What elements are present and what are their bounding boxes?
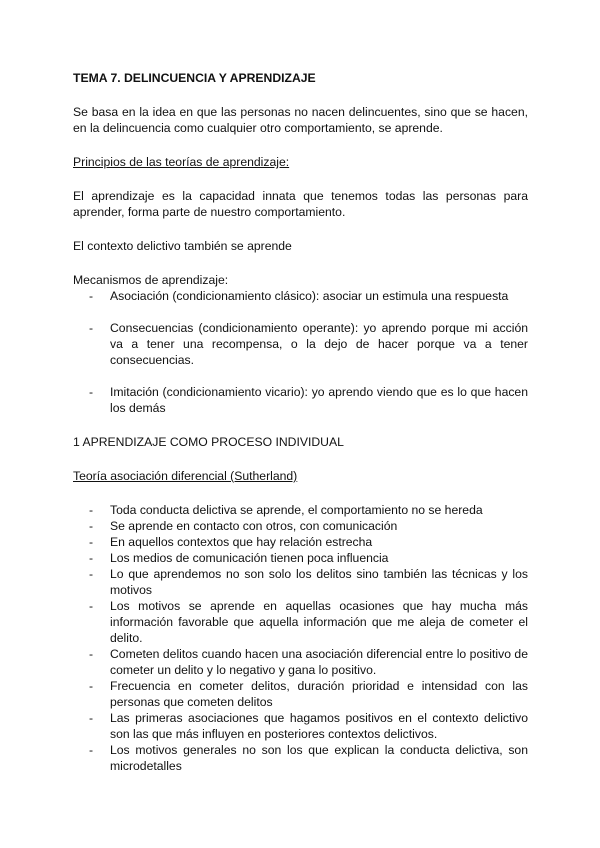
sutherland-item: - Los medios de comunicación tienen poca influencia <box>73 550 528 566</box>
mechanism-item: - Asociación (condicionamiento clásico): asociar un estimula una respuesta <box>73 288 528 304</box>
principles-heading: Principios de las teorías de aprendizaje: <box>73 155 290 169</box>
principles-paragraph: El aprendizaje es la capacidad innata que tenemos todas las personas para aprender, forma parte de nuestro comportamiento. <box>73 189 528 219</box>
sutherland-item: - En aquellos contextos que hay relación estrecha <box>73 534 528 550</box>
intro-paragraph: Se basa en la idea en que las personas no nacen delincuentes, sino que se hacen, en la delincuencia como cualquier otro comportamiento, se aprende. <box>73 105 528 135</box>
sutherland-list <box>73 502 528 774</box>
sutherland-item: - Frecuencia en cometer delitos, duración prioridad e intensidad con las personas que cometen delitos <box>73 678 528 710</box>
sutherland-item: - Se aprende en contacto con otros, con comunicación <box>73 518 528 534</box>
sutherland-item: - Toda conducta delictiva se aprende, el comportamiento no se hereda <box>73 502 528 518</box>
sutherland-item: - Los motivos generales no son los que explican la conducta delictiva, son microdetalles <box>73 742 528 774</box>
mechanism-item: - Imitación (condicionamiento vicario): yo aprendo viendo que es lo que hacen los demás <box>73 384 528 416</box>
sutherland-item: - Lo que aprendemos no son solo los delitos sino también las técnicas y los motivos <box>73 566 528 598</box>
mechanisms-list <box>73 288 528 416</box>
section-1-heading: 1 APRENDIZAJE COMO PROCESO INDIVIDUAL <box>73 435 344 449</box>
mechanism-item: - Consecuencias (condicionamiento operante): yo aprendo porque mi acción va a tener una recompensa, o la dejo de hacer porque va a tener consecuencias. <box>73 320 528 368</box>
context-line: El contexto delictivo también se aprende <box>73 239 292 253</box>
sutherland-item: - Cometen delitos cuando hacen una asociación diferencial entre lo positivo de cometer un delito y lo negativo y gana lo positivo. <box>73 646 528 678</box>
sutherland-item: - Los motivos se aprende en aquellas ocasiones que hay mucha más información favorable que aquella información que me aleja de cometer el delito. <box>73 598 528 646</box>
mechanisms-heading: Mecanismos de aprendizaje: <box>73 273 229 287</box>
sutherland-heading: Teoría asociación diferencial (Sutherland) <box>73 469 298 483</box>
document-title: TEMA 7. DELINCUENCIA Y APRENDIZAJE <box>73 71 316 85</box>
sutherland-item: - Las primeras asociaciones que hagamos positivos en el contexto delictivo son las que más influyen en posteriores contextos delictivos. <box>73 710 528 742</box>
